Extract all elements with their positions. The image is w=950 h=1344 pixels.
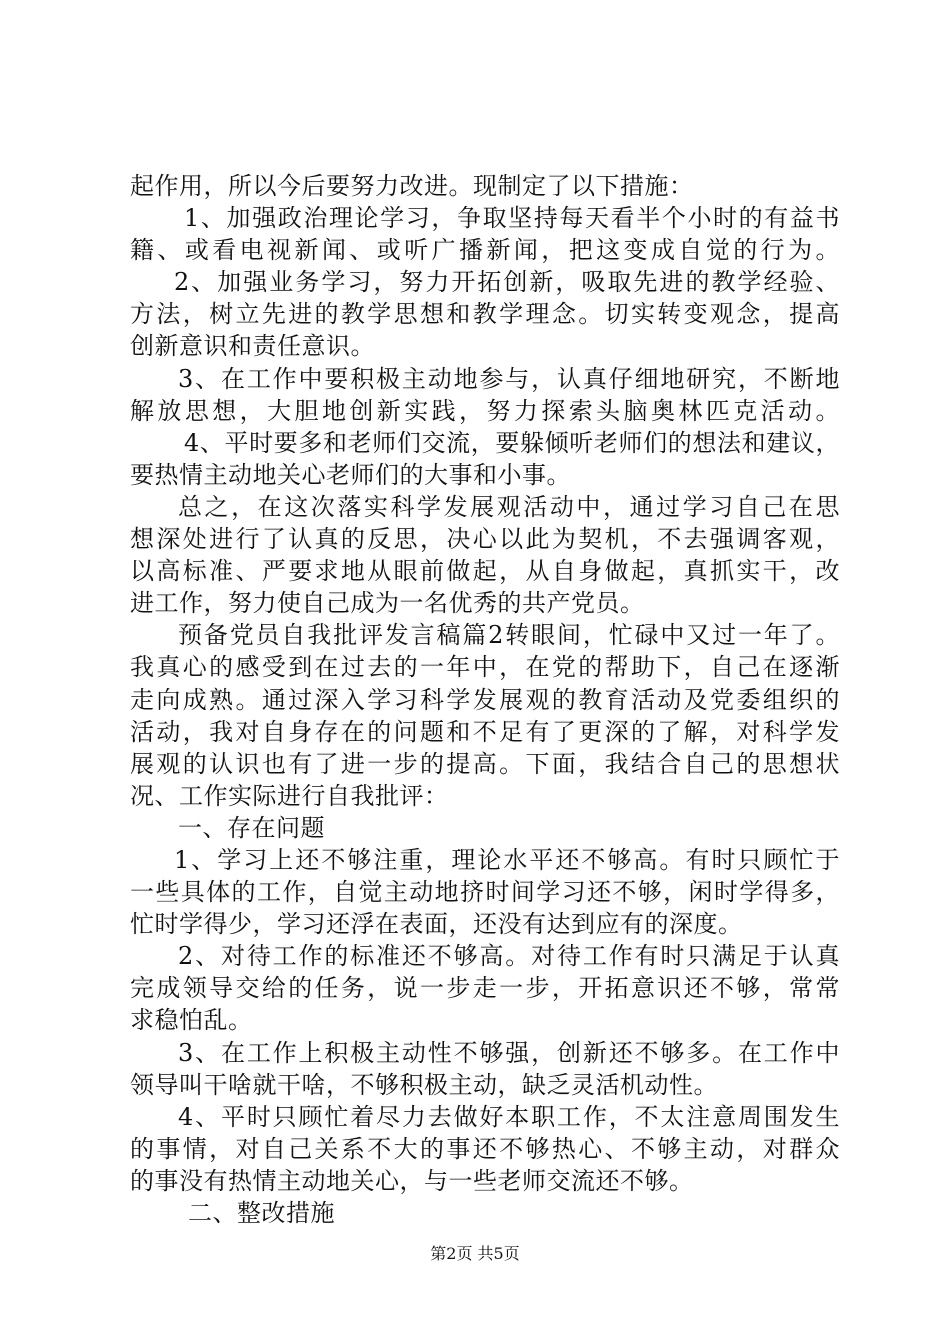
text-line: 总之，在这次落实科学发展观活动中，通过学习自己在思 bbox=[178, 492, 840, 521]
text-line: 我真心的感受到在过去的一年中，在党的帮助下，自己在逐渐 bbox=[130, 653, 840, 682]
text-line: 解放思想，大胆地创新实践，努力探索头脑奥林匹克活动。 bbox=[130, 396, 840, 425]
text-line: 况、工作实际进行自我批评： bbox=[130, 781, 449, 810]
page-indicator: 第2页 共5页 bbox=[430, 1244, 520, 1263]
text-line: 一些具体的工作，自觉主动地挤时间学习还不够，闲时学得多， bbox=[130, 878, 840, 907]
text-line: 进工作，努力使自己成为一名优秀的共产党员。 bbox=[130, 589, 645, 618]
text-line: 1、加强政治理论学习，争取坚持每天看半个小时的有益书 bbox=[184, 204, 840, 233]
text-line: 4、平时只顾忙着尽力去做好本职工作，不太注意周围发生 bbox=[178, 1102, 840, 1131]
text-line: 展观的认识也有了进一步的提高。下面，我结合自己的思想状 bbox=[130, 749, 840, 778]
text-line: 方法，树立先进的教学思想和教学理念。切实转变观念，提高 bbox=[130, 300, 840, 329]
text-line: 起作用，所以今后要努力改进。现制定了以下措施： bbox=[130, 172, 694, 200]
text-line: 籍、或看电视新闻、或听广播新闻，把这变成自觉的行为。 bbox=[130, 236, 840, 265]
text-line: 的事没有热情主动地关心，与一些老师交流还不够。 bbox=[130, 1166, 694, 1195]
text-line: 创新意识和责任意识。 bbox=[130, 332, 375, 361]
text-line: 忙时学得少，学习还浮在表面，还没有达到应有的深度。 bbox=[130, 910, 743, 939]
text-line: 走向成熟。通过深入学习科学发展观的教育活动及党委组织的 bbox=[130, 685, 840, 714]
text-line: 领导叫干啥就干啥，不够积极主动，缺乏灵活机动性。 bbox=[130, 1070, 718, 1099]
text-line: 2、加强业务学习，努力开拓创新，吸取先进的教学经验、 bbox=[174, 268, 840, 297]
text-line: 想深处进行了认真的反思，决心以此为契机，不去强调客观， bbox=[130, 525, 840, 554]
document-body bbox=[130, 170, 840, 1229]
text-line: 3、在工作上积极主动性不够强，创新还不够多。在工作中 bbox=[178, 1038, 840, 1067]
text-line: 2、对待工作的标准还不够高。对待工作有时只满足于认真 bbox=[178, 942, 840, 971]
text-line: 4、平时要多和老师们交流，要躲倾听老师们的想法和建议， bbox=[184, 428, 840, 457]
text-line: 要热情主动地关心老师们的大事和小事。 bbox=[130, 460, 571, 489]
text-line: 3、在工作中要积极主动地参与，认真仔细地研究，不断地 bbox=[178, 364, 840, 393]
section-heading: 一、存在问题 bbox=[178, 813, 325, 842]
text-line: 1、学习上还不够注重，理论水平还不够高。有时只顾忙于 bbox=[174, 845, 840, 874]
text-line: 预备党员自我批评发言稿篇2转眼间，忙碌中又过一年了。 bbox=[178, 621, 840, 650]
text-line: 活动，我对自身存在的问题和不足有了更深的了解，对科学发 bbox=[130, 717, 840, 746]
text-line: 的事情，对自己关系不大的事还不够热心、不够主动，对群众 bbox=[130, 1134, 840, 1163]
text-line: 以高标准、严要求地从眼前做起，从自身做起，真抓实干，改 bbox=[130, 557, 840, 586]
page-footer bbox=[0, 1244, 950, 1264]
section-heading: 二、整改措施 bbox=[188, 1199, 335, 1227]
text-line: 完成领导交给的任务，说一步走一步，开拓意识还不够，常常 bbox=[130, 974, 840, 1003]
text-line: 求稳怕乱。 bbox=[130, 1006, 253, 1035]
